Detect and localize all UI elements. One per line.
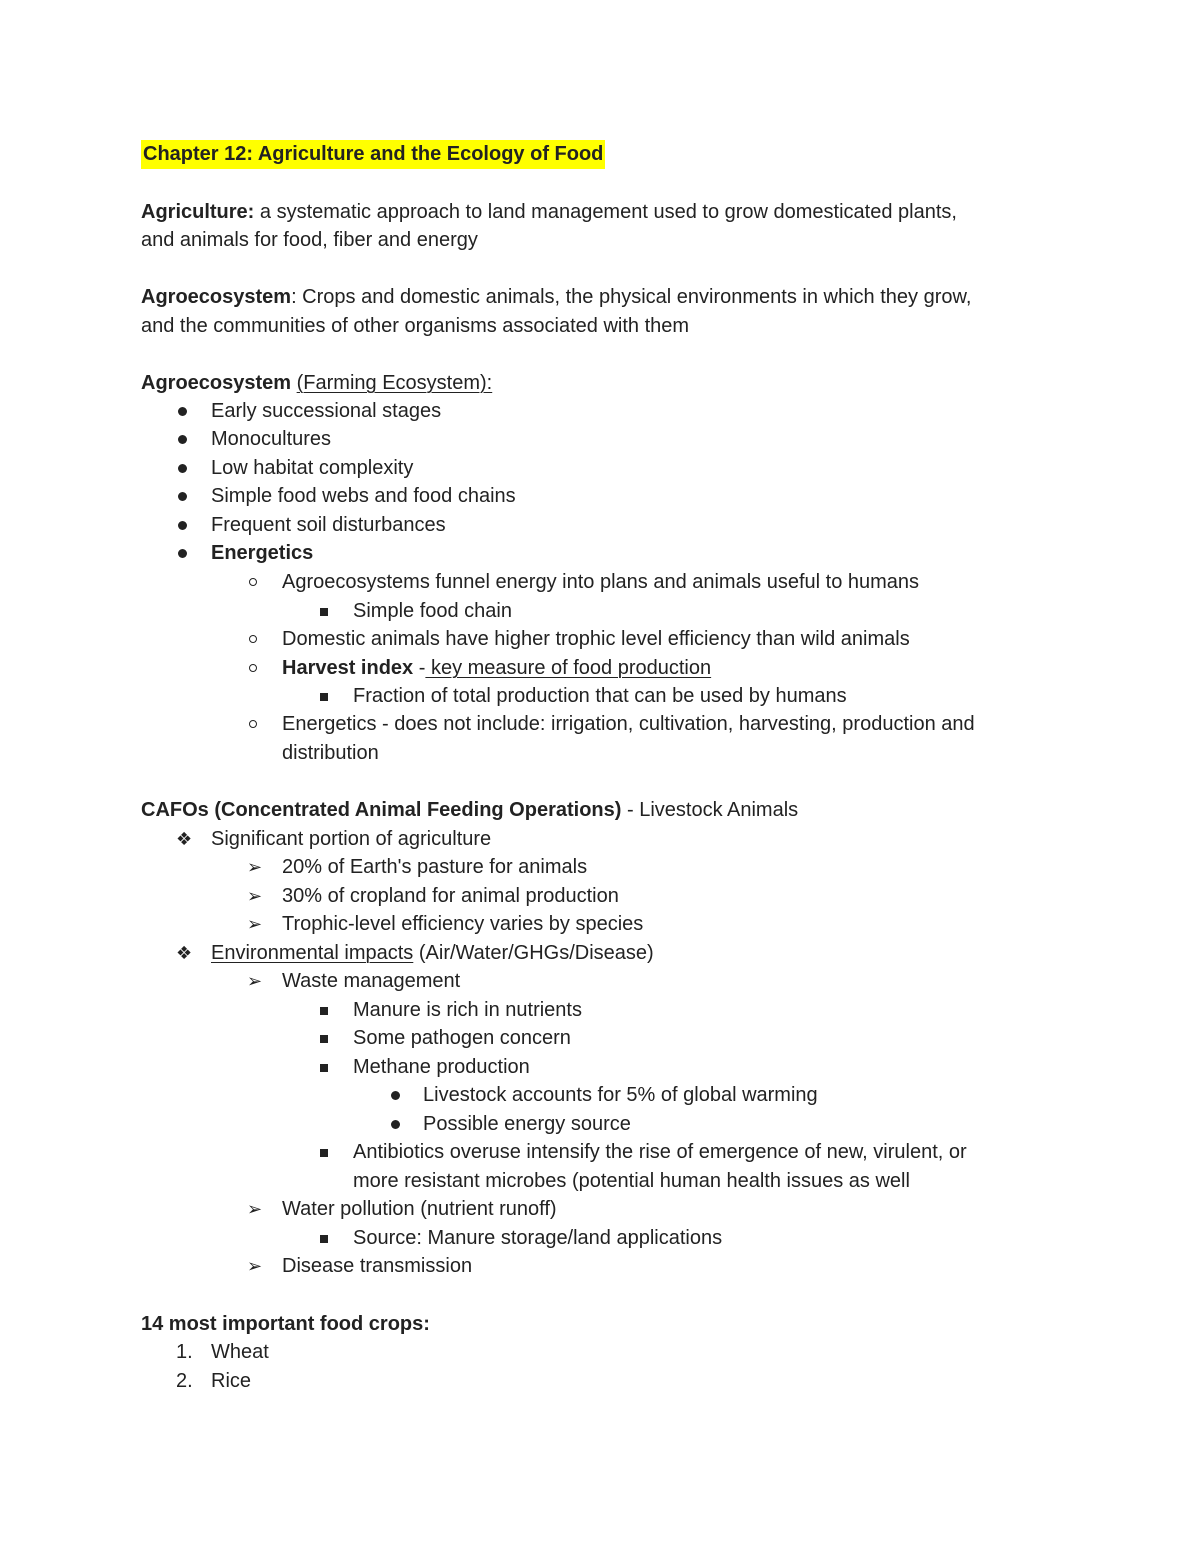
list-item bbox=[0, 825, 1200, 854]
cafos-heading-bold: CAFOs (Concentrated Animal Feeding Operations) bbox=[141, 799, 622, 821]
square-bullet-icon bbox=[320, 693, 328, 701]
list-item-text: Source: Manure storage/land applications bbox=[353, 1227, 723, 1249]
bullet-icon bbox=[178, 407, 187, 416]
circle-bullet-icon bbox=[249, 720, 257, 728]
list-item-text: Manure is rich in nutrients bbox=[353, 999, 582, 1021]
list-item-text: Trophic-level efficiency varies by species bbox=[282, 913, 644, 935]
crops-heading-text: 14 most important food crops: bbox=[141, 1313, 430, 1335]
list-item bbox=[0, 454, 1200, 483]
agro-section-term: Agroecosystem bbox=[141, 372, 292, 394]
list-item-text: Possible energy source bbox=[423, 1113, 631, 1135]
bullet-icon bbox=[178, 492, 187, 501]
crops-heading bbox=[0, 1310, 1200, 1339]
list-item bbox=[0, 1252, 1200, 1281]
bullet-icon bbox=[391, 1091, 400, 1100]
diamond-bullet-icon: ❖ bbox=[176, 829, 193, 850]
agriculture-def-line1 bbox=[0, 198, 1200, 227]
bullet-icon bbox=[391, 1120, 400, 1129]
list-item bbox=[0, 910, 1200, 939]
agriculture-term: Agriculture: bbox=[141, 201, 255, 223]
square-bullet-icon bbox=[320, 1007, 328, 1015]
energetics-label: Energetics bbox=[211, 542, 314, 564]
list-item bbox=[0, 568, 1200, 597]
agriculture-text-1: a systematic approach to land management used to grow domesticated plants, bbox=[254, 201, 957, 223]
list-item bbox=[0, 625, 1200, 654]
circle-bullet-icon bbox=[249, 578, 257, 586]
list-item-text: Energetics - does not include: irrigation, cultivation, harvesting, production and bbox=[282, 713, 975, 735]
list-item-text: Some pathogen concern bbox=[353, 1027, 571, 1049]
circle-bullet-icon bbox=[249, 664, 257, 672]
arrow-bullet-icon: ➢ bbox=[247, 914, 263, 935]
env-impacts-label: Environmental impacts bbox=[211, 942, 414, 964]
list-item-env bbox=[0, 939, 1200, 968]
bullet-icon bbox=[178, 549, 187, 558]
list-item-text: Simple food chain bbox=[353, 600, 512, 622]
cafos-heading-suffix: - Livestock Animals bbox=[621, 799, 799, 821]
list-item-text: Early successional stages bbox=[211, 400, 442, 422]
square-bullet-icon bbox=[320, 1035, 328, 1043]
list-item bbox=[0, 1024, 1200, 1053]
list-item bbox=[0, 397, 1200, 426]
list-item-text: 20% of Earth's pasture for animals bbox=[282, 856, 588, 878]
list-item-text: Simple food webs and food chains bbox=[211, 485, 516, 507]
crop-number: 1. bbox=[176, 1341, 193, 1363]
list-item bbox=[0, 1053, 1200, 1082]
agriculture-text-2: and animals for food, fiber and energy bbox=[141, 229, 478, 251]
arrow-bullet-icon: ➢ bbox=[247, 1256, 263, 1277]
list-item-text: Agroecosystems funnel energy into plans and animals useful to humans bbox=[282, 571, 920, 593]
agroecosystem-text-1: : Crops and domestic animals, the physical environments in which they grow, bbox=[291, 286, 972, 308]
agro-section-subtitle: (Farming Ecosystem): bbox=[296, 372, 493, 394]
list-item bbox=[0, 1224, 1200, 1253]
list-item-text: Antibiotics overuse intensify the rise of emergence of new, virulent, or bbox=[353, 1141, 967, 1163]
crop-number: 2. bbox=[176, 1370, 193, 1392]
list-item bbox=[0, 1081, 1200, 1110]
bullet-icon bbox=[178, 464, 187, 473]
list-item bbox=[0, 482, 1200, 511]
list-item bbox=[0, 710, 1200, 739]
agroecosystem-def-line1 bbox=[0, 283, 1200, 312]
list-item bbox=[0, 511, 1200, 540]
bullet-icon bbox=[178, 521, 187, 530]
arrow-bullet-icon: ➢ bbox=[247, 971, 263, 992]
list-item-energetics bbox=[0, 539, 1200, 568]
agroecosystem-text-2: and the communities of other organisms associated with them bbox=[141, 315, 690, 337]
list-item-text: Methane production bbox=[353, 1056, 530, 1078]
agro-section-heading bbox=[0, 369, 1200, 398]
crop-item bbox=[0, 1338, 1200, 1367]
list-item-text: Frequent soil disturbances bbox=[211, 514, 446, 536]
list-item-text: 30% of cropland for animal production bbox=[282, 885, 619, 907]
list-item bbox=[0, 1110, 1200, 1139]
crop-name: Wheat bbox=[211, 1341, 269, 1363]
list-item-text: Low habitat complexity bbox=[211, 457, 414, 479]
square-bullet-icon bbox=[320, 1064, 328, 1072]
list-item bbox=[0, 682, 1200, 711]
list-item-continuation bbox=[0, 739, 1200, 768]
list-item-text: more resistant microbes (potential human health issues as well bbox=[353, 1170, 910, 1192]
list-item bbox=[0, 425, 1200, 454]
list-item bbox=[0, 1138, 1200, 1167]
crop-name: Rice bbox=[211, 1370, 252, 1392]
list-item-continuation bbox=[0, 1167, 1200, 1196]
list-item-text: Livestock accounts for 5% of global warming bbox=[423, 1084, 818, 1106]
square-bullet-icon bbox=[320, 1235, 328, 1243]
cafos-heading bbox=[0, 796, 1200, 825]
square-bullet-icon bbox=[320, 608, 328, 616]
harvest-index-label: Harvest index bbox=[282, 657, 414, 679]
list-item bbox=[0, 882, 1200, 911]
harvest-index-text: key measure of food production bbox=[425, 657, 712, 679]
list-item bbox=[0, 996, 1200, 1025]
arrow-bullet-icon: ➢ bbox=[247, 1199, 263, 1220]
page-title: Chapter 12: Agriculture and the Ecology of Food bbox=[141, 140, 605, 169]
list-item bbox=[0, 967, 1200, 996]
agriculture-def-line2 bbox=[0, 226, 1200, 255]
list-item-text: Disease transmission bbox=[282, 1255, 473, 1277]
arrow-bullet-icon: ➢ bbox=[247, 857, 263, 878]
list-item-text: Fraction of total production that can be used by humans bbox=[353, 685, 847, 707]
square-bullet-icon bbox=[320, 1149, 328, 1157]
circle-bullet-icon bbox=[249, 635, 257, 643]
list-item-text: Waste management bbox=[282, 970, 461, 992]
list-item-text: Water pollution (nutrient runoff) bbox=[282, 1198, 557, 1220]
list-item bbox=[0, 853, 1200, 882]
arrow-bullet-icon: ➢ bbox=[247, 886, 263, 907]
bullet-icon bbox=[178, 435, 187, 444]
list-item-text: Monocultures bbox=[211, 428, 332, 450]
list-item-text: Domestic animals have higher trophic level efficiency than wild animals bbox=[282, 628, 910, 650]
crop-item bbox=[0, 1367, 1200, 1396]
agroecosystem-def-line2 bbox=[0, 312, 1200, 341]
list-item bbox=[0, 1195, 1200, 1224]
harvest-dash: - bbox=[413, 657, 426, 679]
agroecosystem-term: Agroecosystem bbox=[141, 286, 292, 308]
list-item-text: Significant portion of agriculture bbox=[211, 828, 492, 850]
env-impacts-suffix: (Air/Water/GHGs/Disease) bbox=[413, 942, 654, 964]
title-line bbox=[0, 140, 1200, 169]
diamond-bullet-icon: ❖ bbox=[176, 943, 193, 964]
list-item-harvest bbox=[0, 654, 1200, 683]
list-item-text: distribution bbox=[282, 742, 379, 764]
list-item bbox=[0, 597, 1200, 626]
